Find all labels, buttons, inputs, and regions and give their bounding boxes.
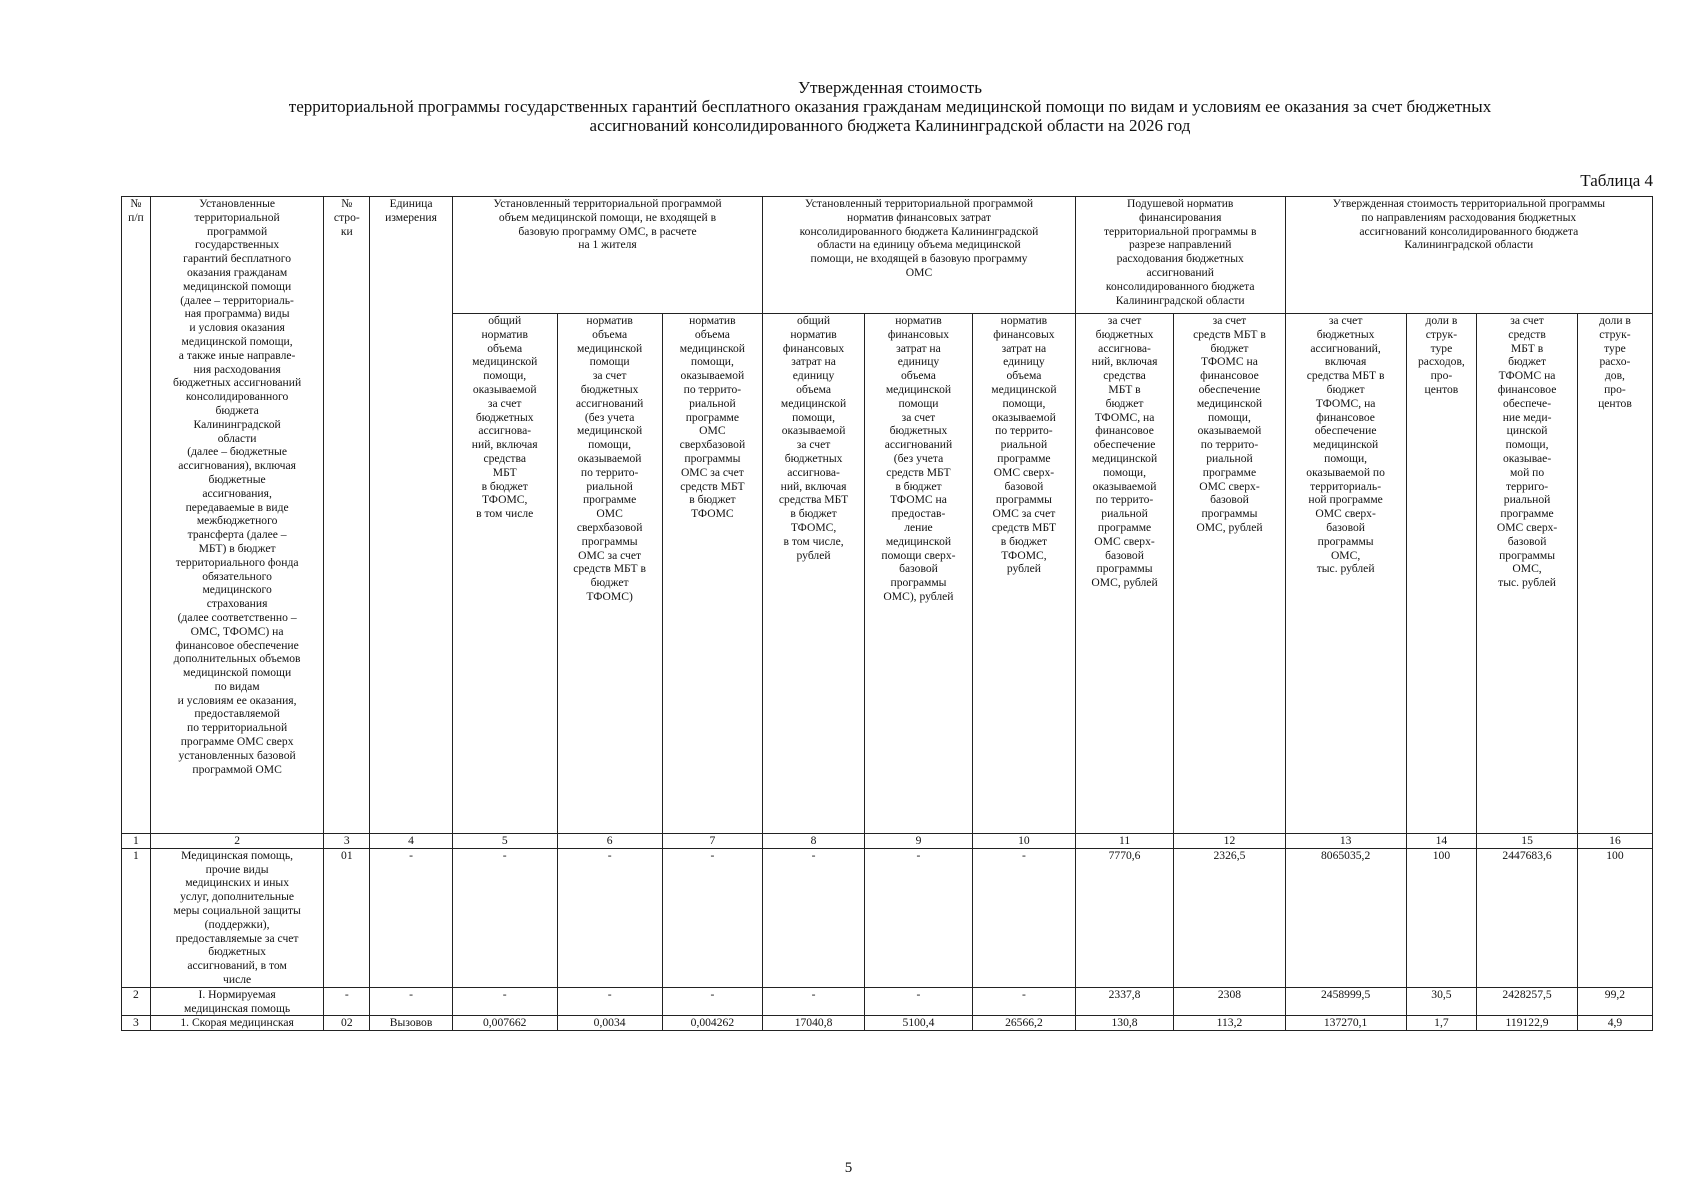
header-cell-7: норматив объема медицинской помощи, оказываемой по террито- риальной программе ОМС сверхбазовой программы ОМС за счет средств МБТ в бюджет ТФОМС bbox=[662, 314, 763, 834]
page-number: 5 bbox=[844, 1160, 853, 1176]
title-line-3: ассигнований консолидированного бюджета Калининградской области на 2026 год bbox=[589, 116, 1191, 135]
row-cell: 100 bbox=[1577, 848, 1652, 987]
row-cell: 0,007662 bbox=[452, 1016, 557, 1031]
row-cell: 130,8 bbox=[1075, 1016, 1173, 1031]
column-number: 6 bbox=[557, 834, 662, 849]
column-number: 1 bbox=[122, 834, 151, 849]
row-cell: 8065035,2 bbox=[1285, 848, 1406, 987]
row-cell: 1 bbox=[122, 848, 151, 987]
row-name-cell: 1. Скорая медицинская bbox=[150, 1016, 323, 1031]
row-cell: 30,5 bbox=[1406, 987, 1477, 1016]
header-group-approved-cost: Утвержденная стоимость территориальной программы по направлениям расходования бюджетных ассигнований консолидированного бюджета Калининградской области bbox=[1285, 197, 1652, 314]
title-line-1: Утвержденная стоимость bbox=[798, 78, 982, 97]
row-cell: 2428257,5 bbox=[1477, 987, 1578, 1016]
column-number: 7 bbox=[662, 834, 763, 849]
row-cell: 113,2 bbox=[1174, 1016, 1285, 1031]
row-cell: 26566,2 bbox=[973, 1016, 1076, 1031]
header-cell-2: Установленные территориальной программой государственных гарантий бесплатного оказания гражданам медицинской помощи (далее – территориаль- ная программа) виды и условия оказания медицинской помощи, а также иные направле- ния расходования бюджетных ассигнований консолидированного бюджета Калининградской области (далее – бюджетные ассигнования), включая бюджетные ассигнования, передаваемые в виде межбюджетного трансферта (далее – МБТ) в бюджет территориального фонда обязательного медицинского страхования (далее соответственно – ОМС, ТФОМС) на финансовое обеспечение дополнительных объемов медицинской помощи по видам и условиям ее оказания, предоставляемой по территориальной программе ОМС сверх установленных базовой программой ОМС bbox=[150, 197, 323, 834]
row-cell: 119122,9 bbox=[1477, 1016, 1578, 1031]
document-title bbox=[140, 78, 1640, 135]
row-cell: 5100,4 bbox=[864, 1016, 972, 1031]
row-cell: - bbox=[973, 987, 1076, 1016]
row-cell: - bbox=[864, 987, 972, 1016]
row-cell: 2447683,6 bbox=[1477, 848, 1578, 987]
column-number: 16 bbox=[1577, 834, 1652, 849]
column-number: 13 bbox=[1285, 834, 1406, 849]
header-cell-16: доли в струк- туре расхо- дов, про- центов bbox=[1577, 314, 1652, 834]
row-cell: 1,7 bbox=[1406, 1016, 1477, 1031]
header-cell-12: за счет средств МБТ в бюджет ТФОМС на финансовое обеспечение медицинской помощи, оказываемой по террито- риальной программе ОМС сверх- базовой программы ОМС, рублей bbox=[1174, 314, 1285, 834]
row-cell: - bbox=[973, 848, 1076, 987]
column-number: 8 bbox=[763, 834, 865, 849]
column-number: 14 bbox=[1406, 834, 1477, 849]
row-cell: 0,004262 bbox=[662, 1016, 763, 1031]
header-group-volume: Установленный территориальной программой объем медицинской помощи, не входящей в базовую программу ОМС, в расчете на 1 жителя bbox=[452, 197, 762, 314]
header-cell-10: норматив финансовых затрат на единицу объема медицинской помощи, оказываемой по террито- риальной программе ОМС сверх- базовой программы ОМС за счет средств МБТ в бюджет ТФОМС, рублей bbox=[973, 314, 1076, 834]
header-cell-15: за счет средств МБТ в бюджет ТФОМС на финансовое обеспече- ние меди- цинской помощи, оказывае- мой по терриго- риальной программе ОМС сверх- базовой программы ОМС, тыс. рублей bbox=[1477, 314, 1578, 834]
header-cell-14: доли в струк- туре расходов, про- центов bbox=[1406, 314, 1477, 834]
header-cell-11: за счет бюджетных ассигнова- ний, включая средства МБТ в бюджет ТФОМС, на финансовое обеспечение медицинской помощи, оказываемой по террито- риальной программе ОМС сверх- базовой программы ОМС, рублей bbox=[1075, 314, 1173, 834]
header-cell-9: норматив финансовых затрат на единицу объема медицинской помощи за счет бюджетных ассигнований (без учета средств МБТ в бюджет ТФОМС на предостав- ление медицинской помощи сверх- базовой программы ОМС), рублей bbox=[864, 314, 972, 834]
header-cell-5: общий норматив объема медицинской помощи, оказываемой за счет бюджетных ассигнова- ний, включая средства МБТ в бюджет ТФОМС, в том числе bbox=[452, 314, 557, 834]
header-cell-4: Единица измерения bbox=[370, 197, 452, 834]
row-cell: - bbox=[763, 987, 865, 1016]
header-cell-8: общий норматив финансовых затрат на единицу объема медицинской помощи, оказываемой за счет бюджетных ассигнова- ний, включая средства МБТ в бюджет ТФОМС, в том числе, рублей bbox=[763, 314, 865, 834]
row-cell: - bbox=[324, 987, 370, 1016]
row-name-cell: I. Нормируемая медицинская помощь bbox=[150, 987, 323, 1016]
row-cell: 02 bbox=[324, 1016, 370, 1031]
row-cell: - bbox=[370, 987, 452, 1016]
row-cell: 2 bbox=[122, 987, 151, 1016]
row-cell: - bbox=[452, 987, 557, 1016]
column-number: 9 bbox=[864, 834, 972, 849]
row-cell: 100 bbox=[1406, 848, 1477, 987]
table-row bbox=[122, 848, 1653, 987]
row-cell: - bbox=[557, 987, 662, 1016]
row-cell: - bbox=[370, 848, 452, 987]
row-cell: 17040,8 bbox=[763, 1016, 865, 1031]
header-cell-13: за счет бюджетных ассигнований, включая средства МБТ в бюджет ТФОМС, на финансовое обеспечение медицинской помощи, оказываемой по территориаль- ной программе ОМС сверх- базовой программы ОМС, тыс. рублей bbox=[1285, 314, 1406, 834]
table-row bbox=[122, 1016, 1653, 1031]
row-cell: 2458999,5 bbox=[1285, 987, 1406, 1016]
row-cell: - bbox=[763, 848, 865, 987]
column-number: 11 bbox=[1075, 834, 1173, 849]
column-number: 3 bbox=[324, 834, 370, 849]
row-name-cell: Медицинская помощь, прочие виды медицинских и иных услуг, дополнительные меры социальной защиты (поддержки), предоставляемые за счет бюджетных ассигнований, в том числе bbox=[150, 848, 323, 987]
row-cell: 0,0034 bbox=[557, 1016, 662, 1031]
row-cell: - bbox=[864, 848, 972, 987]
row-cell: 01 bbox=[324, 848, 370, 987]
row-cell: 7770,6 bbox=[1075, 848, 1173, 987]
header-cell-3: № стро- ки bbox=[324, 197, 370, 834]
column-number: 15 bbox=[1477, 834, 1578, 849]
row-cell: 3 bbox=[122, 1016, 151, 1031]
row-cell: - bbox=[662, 848, 763, 987]
table-row bbox=[122, 987, 1653, 1016]
row-cell: 137270,1 bbox=[1285, 1016, 1406, 1031]
row-cell: 2326,5 bbox=[1174, 848, 1285, 987]
cost-table bbox=[121, 196, 1653, 1031]
header-group-per-capita: Подушевой норматив финансирования территориальной программы в разрезе направлений расходования бюджетных ассигнований консолидированного бюджета Калининградской области bbox=[1075, 197, 1285, 314]
column-number: 2 bbox=[150, 834, 323, 849]
row-cell: Вызовов bbox=[370, 1016, 452, 1031]
column-number: 5 bbox=[452, 834, 557, 849]
column-number: 4 bbox=[370, 834, 452, 849]
header-group-cost-norm: Установленный территориальной программой норматив финансовых затрат консолидированного бюджета Калининградской области на единицу объема медицинской помощи, не входящей в базовую программу ОМС bbox=[763, 197, 1076, 314]
row-cell: - bbox=[662, 987, 763, 1016]
row-cell: 99,2 bbox=[1577, 987, 1652, 1016]
column-number-row bbox=[122, 834, 1653, 849]
column-number: 10 bbox=[973, 834, 1076, 849]
row-cell: 2337,8 bbox=[1075, 987, 1173, 1016]
row-cell: 4,9 bbox=[1577, 1016, 1652, 1031]
row-cell: - bbox=[557, 848, 662, 987]
row-cell: 2308 bbox=[1174, 987, 1285, 1016]
header-row-groups bbox=[122, 197, 1653, 314]
title-line-2: территориальной программы государственных гарантий бесплатного оказания гражданам медицинской помощи по видам и условиям ее оказания за счет бюджетных bbox=[288, 97, 1492, 116]
column-number: 12 bbox=[1174, 834, 1285, 849]
header-cell-6: норматив объема медицинской помощи за счет бюджетных ассигнований (без учета медицинской помощи, оказываемой по террито- риальной программе ОМС сверхбазовой программы ОМС за счет средств МБТ в бюджет ТФОМС) bbox=[557, 314, 662, 834]
table-label: Таблица 4 bbox=[1580, 171, 1653, 190]
row-cell: - bbox=[452, 848, 557, 987]
header-cell-1: № п/п bbox=[122, 197, 151, 834]
